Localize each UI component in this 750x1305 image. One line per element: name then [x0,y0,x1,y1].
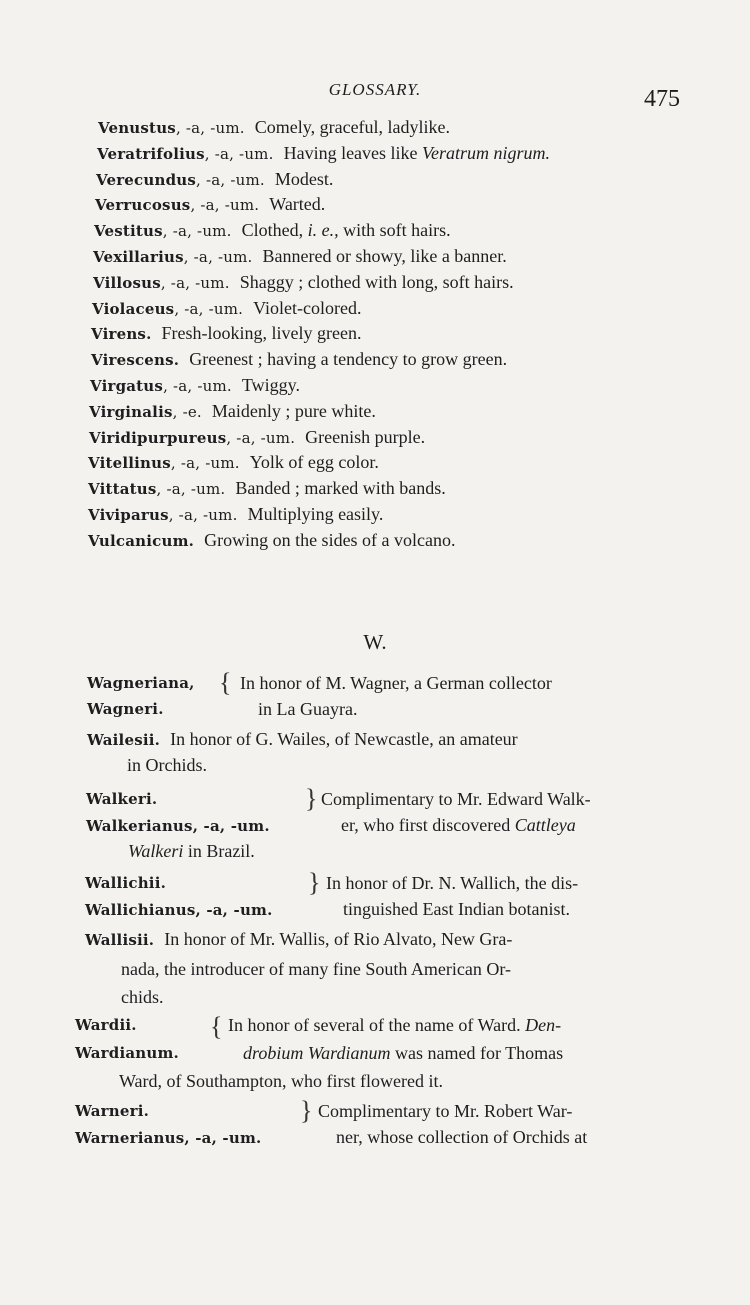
glossary-entry [0,321,750,347]
entry-definition: Twiggy. [241,374,300,395]
glossary-entry [0,476,750,502]
glossary-entry [0,450,750,476]
entry-suffix: , -a, -um. [162,222,232,241]
entry-definition: In honor of Mr. Wallis, of Rio Alvato, New Gra- [164,929,513,949]
entry-term: Wardianum. [75,1044,179,1062]
entry-term: Veratrifolius [97,144,205,163]
entry-suffix: , -a, -um. [183,247,253,266]
entry-term: Walkerianus [86,817,193,835]
entry-definition: Greenest ; having a tendency to grow green. [189,349,508,370]
entry-term: Warnerianus [75,1129,185,1147]
entry-definition: Having leaves like [283,142,418,163]
entry-suffix: , -a, -um. [184,1129,262,1147]
glossary-entry [0,399,750,425]
entry-term: Viridipurpureus [89,428,227,447]
entry-definition: in La Guayra. [258,699,358,719]
entry-definition: Banded ; marked with bands. [235,478,446,499]
entry-term: Villosus [93,273,161,292]
entry-definition: Warted. [269,194,326,215]
entry-term: Venustus [98,119,176,137]
entry-term: Verecundus [96,170,197,189]
entry-definition: Growing on the sides of a volcano. [204,529,456,550]
entry-term: Wallichianus [85,901,196,919]
entry-definition: In honor of Dr. N. Wallich, the dis- [326,873,579,893]
entry-definition: Bannered or showy, like a banner. [262,245,507,266]
entry-definition-italic: Walkeri [128,841,184,861]
glossary-entry [0,347,750,373]
entry-definition: Complimentary to Mr. Robert War- [318,1101,573,1121]
glossary-entry [0,141,750,167]
entry-term: Wagneriana, [87,674,195,692]
entry-suffix: , -a, -um. [195,901,273,919]
entry-term: Vitellinus [88,454,171,473]
entry-definition-italic: drobium Wardianum [243,1043,391,1063]
glossary-entry [0,218,750,244]
glossary-entry [0,296,750,322]
entry-definition: Fresh-looking, lively green. [161,323,362,344]
entry-definition: in Brazil. [187,841,255,861]
entry-term: Walkeri. [86,790,158,808]
entry-term: Viviparus [88,505,169,524]
entry-suffix: , -a, -um. [192,817,270,835]
entry-definition: Ward, of Southampton, who first flowered it. [119,1071,443,1091]
page-number: 475 [644,86,680,112]
entry-definition: In honor of G. Wailes, of Newcastle, an amateur [170,729,518,749]
brace-icon: } [305,784,318,813]
glossary-entry [0,167,750,193]
entry-definition: tinguished East Indian botanist. [343,899,570,919]
v-entries [0,115,750,554]
entry-term: Vestitus [94,222,163,241]
entry-suffix: , -a, -um. [160,273,230,292]
entry-term: Vulcanicum. [88,531,195,550]
entry-definition-after: with soft hairs. [343,220,451,241]
entry-definition: Multiplying easily. [247,503,384,524]
entry-definition: Shaggy ; clothed with long, soft hairs. [239,271,514,292]
entry-definition: In honor of M. Wagner, a German collector [240,673,552,693]
entry-term: Wallichii. [85,874,167,892]
entry-term: Virens. [91,325,152,344]
entry-definition: Maidenly ; pure white. [211,400,376,421]
entry-suffix: , -a, -um. [226,428,296,447]
entry-definition: Greenish purple. [305,426,426,447]
running-head: GLOSSARY. [328,80,422,99]
glossary-entry [0,270,750,296]
glossary-entry [0,425,750,451]
entry-term: Wallisii. [85,931,155,949]
section-letter-w: W. [363,630,387,654]
entry-definition-italic: i. e., [307,220,339,241]
entry-term: Vexillarius [93,247,184,266]
brace-icon: } [300,1096,313,1125]
entry-suffix: , -a, -um. [170,454,240,473]
entry-definition: ner, whose collection of Orchids at [336,1127,588,1147]
entry-term: Verrucosus [95,196,191,215]
entry-suffix: , -e. [172,402,202,421]
glossary-entry [0,115,750,141]
entry-suffix: , -a, -um. [163,376,232,395]
entry-term: Virgatus [90,376,164,395]
entry-suffix: , -a, -um. [175,119,245,137]
brace-icon: } [308,868,321,897]
entry-term: Wardii. [75,1016,137,1034]
entry-suffix: , -a, -um. [156,480,226,499]
entry-term: Warneri. [75,1102,150,1120]
entry-term: Virginalis [89,402,173,421]
entry-suffix: , -a, -um. [204,144,274,163]
glossary-entry [0,373,750,399]
entry-definition-italic: Cattleya [514,815,576,835]
entry-suffix: , -a, -um. [190,196,260,215]
entry-term: Violaceus [92,299,175,318]
entry-definition: Clothed, [241,220,304,241]
glossary-entry [0,244,750,270]
entry-definition: nada, the introducer of many fine South American Or- [121,959,512,979]
entry-definition: Comely, graceful, ladylike. [254,117,451,137]
entry-definition: Yolk of egg color. [249,452,379,473]
glossary-entry [0,502,750,528]
entry-definition: er, who first discovered [341,815,511,835]
glossary-entry [0,528,750,554]
entry-suffix: , -a, -um. [174,299,244,318]
brace-icon: { [210,1012,223,1041]
entry-definition: Violet-colored. [253,297,362,318]
glossary-entry [0,192,750,218]
entry-definition: in Orchids. [127,755,207,775]
entry-suffix: , -a, -um. [196,170,265,189]
entry-definition: chids. [121,987,164,1007]
entry-term: Wailesii. [87,731,161,749]
entry-definition: In honor of several of the name of Ward. [228,1015,521,1035]
entry-definition: Modest. [274,168,334,189]
entry-term: Virescens. [91,351,180,370]
entry-definition-italic: Den- [525,1015,562,1035]
brace-icon: { [219,668,232,697]
entry-term: Vittatus [88,480,157,499]
entry-definition-italic: Veratrum nigrum. [422,142,551,163]
entry-term: Wagneri. [87,700,164,718]
entry-suffix: , -a, -um. [168,505,238,524]
entry-definition: Complimentary to Mr. Edward Walk- [321,789,591,809]
entry-definition: was named for Thomas [395,1043,564,1063]
